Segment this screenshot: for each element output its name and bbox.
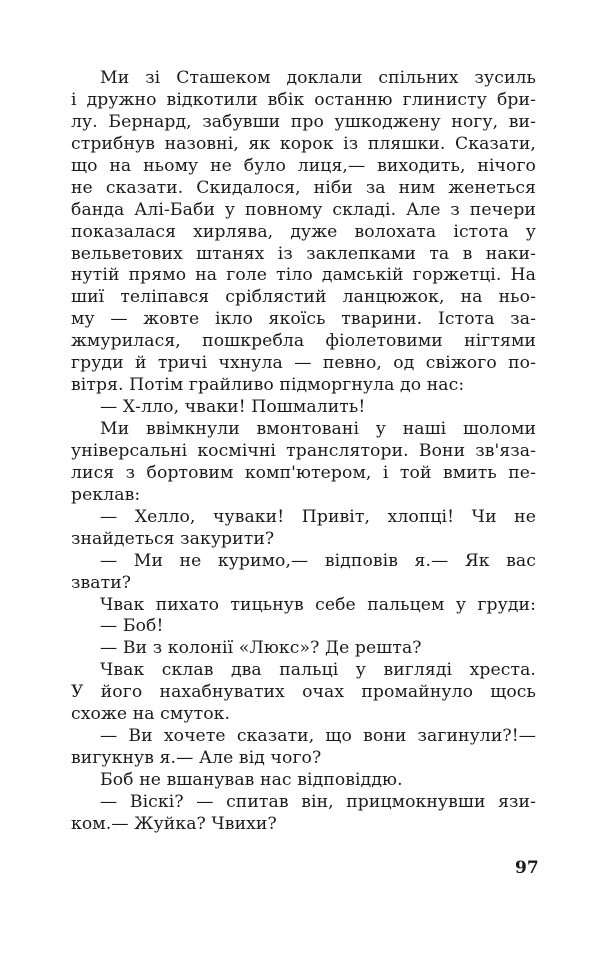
text-line: — Боб! [100, 616, 164, 637]
text-line: Ми ввімкнули вмонтовані у наші шоломи [100, 419, 536, 439]
text-line: не сказати. Скидалося, ніби за ним женеться [71, 177, 536, 198]
text-line: му — жовте ікло якоїсь тварини. Істота за- [71, 309, 536, 330]
text-line: вигукнув я.— Але від чого? [71, 748, 322, 769]
text-line: вельветових штанях із заклепками та в наки- [71, 243, 536, 264]
text-line: схоже на смуток. [71, 704, 231, 725]
text-line: — Віскі? — спитав він, прицмокнувши язи- [100, 791, 536, 812]
page-body-text [71, 68, 536, 836]
text-line: знайдеться закурити? [71, 528, 275, 549]
text-line: шиї теліпався сріблястий ланцюжок, на ньо- [71, 287, 536, 308]
text-line: — Х-лло, чваки! Пошмалить! [100, 397, 366, 418]
text-line: нутій прямо на голе тіло дамській горжетці. На [71, 265, 536, 286]
text-line: вітря. Потім грайливо підморгнула до нас: [71, 375, 465, 396]
text-line: груди й тричі чхнула — певно, од свіжого по- [71, 353, 536, 374]
text-line: показалася хирлява, дуже волохата істота у [71, 221, 536, 242]
text-line: — Ми не куримо,— відповів я.— Як вас [100, 550, 536, 571]
text-line: Чвак склав два пальці у вигляді хреста. [100, 660, 536, 681]
text-line: універсальні космічні транслятори. Вони зв'яза- [71, 440, 536, 461]
text-line: жмурилася, пошкребла фіолетовими нігтями [71, 331, 536, 352]
text-line: звати? [71, 572, 132, 593]
text-line: У його нахабнуватих очах промайнуло щось [71, 682, 536, 703]
text-line: реклав: [71, 484, 141, 505]
text-line: ком.— Жуйка? Чвихи? [71, 813, 277, 834]
page-number: 97 [515, 858, 539, 878]
text-line: Чвак пихато тицьнув себе пальцем у груди: [100, 594, 536, 615]
text-line: — Хелло, чуваки! Привіт, хлопці! Чи не [100, 506, 536, 527]
text-line: лися з бортовим комп'ютером, і той вмить пе- [71, 462, 536, 483]
text-line: банда Алі-Баби у повному складі. Але з печери [71, 199, 536, 220]
text-line: стрибнув назовні, як корок із пляшки. Сказати, [71, 133, 536, 154]
text-line: лу. Бернард, забувши про ушкоджену ногу, ви- [71, 111, 536, 132]
text-line: — Ви хочете сказати, що вони загинули?!— [100, 726, 536, 747]
text-line: що на ньому не було лиця,— виходить, нічого [71, 155, 536, 176]
text-line: Боб не вшанував нас відповіддю. [100, 770, 403, 790]
text-line: — Ви з колонії «Люкс»? Де решта? [100, 638, 422, 659]
text-line: і дружно відкотили вбік останню глинисту бри- [71, 89, 536, 110]
text-line: Ми зі Сташеком доклали спільних зусиль [100, 68, 536, 88]
